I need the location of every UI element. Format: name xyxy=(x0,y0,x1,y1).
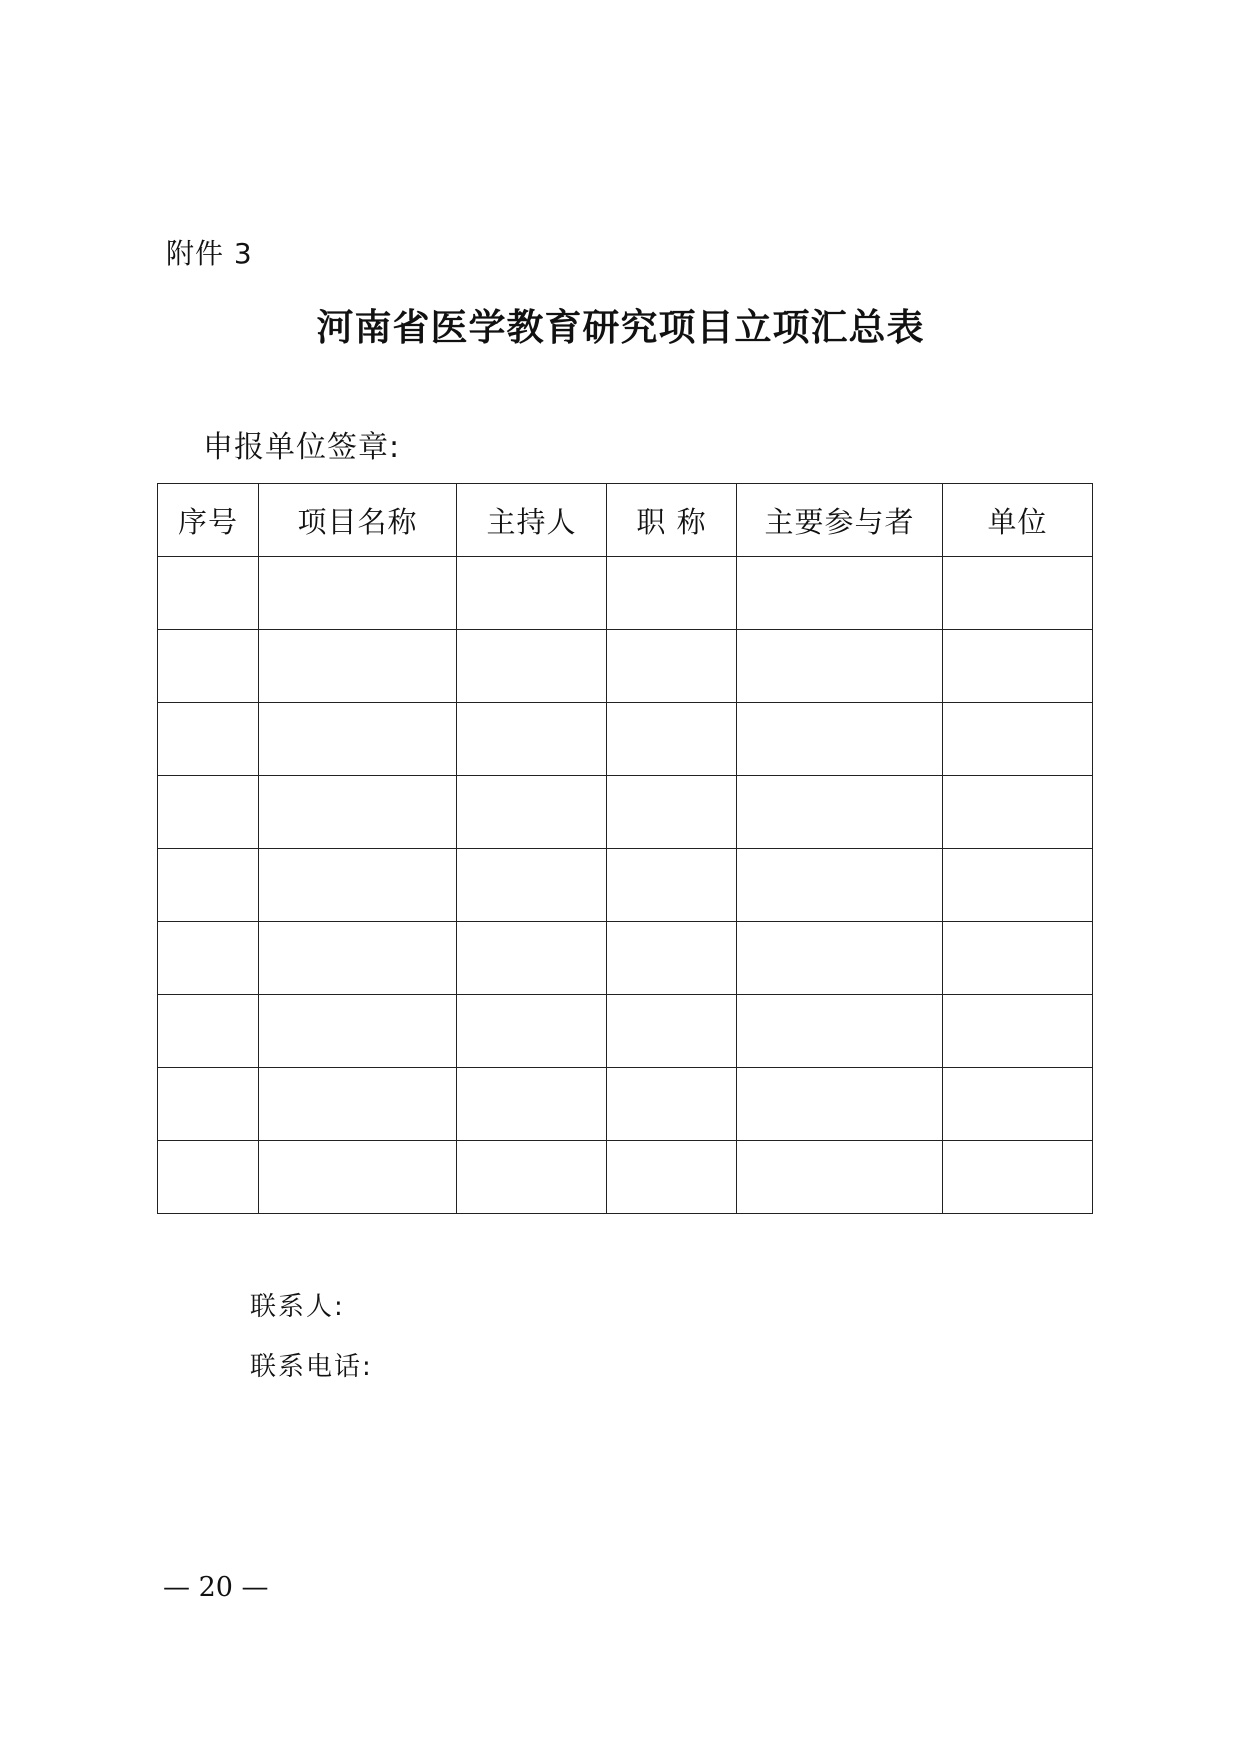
table-cell xyxy=(607,849,737,922)
table-cell xyxy=(259,1068,457,1141)
table-cell xyxy=(457,1068,607,1141)
header-project-name: 项目名称 xyxy=(259,484,457,557)
table-cell xyxy=(457,703,607,776)
table-cell xyxy=(259,630,457,703)
table-header-row xyxy=(158,484,1093,557)
table-cell xyxy=(943,630,1093,703)
table-cell xyxy=(943,1068,1093,1141)
table-cell xyxy=(607,1068,737,1141)
table-row xyxy=(158,557,1093,630)
table-cell xyxy=(737,849,943,922)
table-cell xyxy=(737,776,943,849)
table-cell xyxy=(457,849,607,922)
table-cell xyxy=(457,557,607,630)
table-cell xyxy=(737,557,943,630)
table-cell xyxy=(737,630,943,703)
table-cell xyxy=(943,1141,1093,1214)
table-row xyxy=(158,630,1093,703)
table-cell xyxy=(737,922,943,995)
table-cell xyxy=(737,1141,943,1214)
header-affiliation: 单位 xyxy=(943,484,1093,557)
header-main-participants: 主要参与者 xyxy=(737,484,943,557)
table-cell xyxy=(457,630,607,703)
table-cell xyxy=(607,995,737,1068)
contact-phone-label: 联系电话: xyxy=(250,1352,373,1382)
attachment-label: 附件 3 xyxy=(166,237,253,270)
table-cell xyxy=(607,703,737,776)
table-cell xyxy=(943,995,1093,1068)
table-cell xyxy=(158,922,259,995)
table-row xyxy=(158,922,1093,995)
table-cell xyxy=(259,995,457,1068)
project-summary-table xyxy=(157,483,1093,1214)
table-cell xyxy=(943,557,1093,630)
table-cell xyxy=(737,1068,943,1141)
table-row xyxy=(158,1141,1093,1214)
table-cell xyxy=(943,703,1093,776)
table-cell xyxy=(943,922,1093,995)
table-cell xyxy=(158,630,259,703)
table-cell xyxy=(457,1141,607,1214)
table-cell xyxy=(259,703,457,776)
table-row xyxy=(158,849,1093,922)
table-row xyxy=(158,995,1093,1068)
table-row xyxy=(158,1068,1093,1141)
table-cell xyxy=(259,922,457,995)
table-row xyxy=(158,703,1093,776)
document-title: 河南省医学教育研究项目立项汇总表 xyxy=(316,305,925,349)
table-row xyxy=(158,776,1093,849)
table-cell xyxy=(259,776,457,849)
applicant-seal-label: 申报单位签章: xyxy=(203,430,401,465)
contact-person-label: 联系人: xyxy=(250,1292,345,1322)
header-serial-number: 序号 xyxy=(158,484,259,557)
table-cell xyxy=(158,557,259,630)
table-cell xyxy=(607,630,737,703)
table-cell xyxy=(457,922,607,995)
table-cell xyxy=(259,849,457,922)
table-cell xyxy=(259,557,457,630)
table-cell xyxy=(607,776,737,849)
table-cell xyxy=(607,557,737,630)
table-cell xyxy=(158,703,259,776)
header-professional-title: 职 称 xyxy=(607,484,737,557)
table-cell xyxy=(259,1141,457,1214)
table-cell xyxy=(158,776,259,849)
table-cell xyxy=(457,995,607,1068)
table-cell xyxy=(737,703,943,776)
table-cell xyxy=(158,995,259,1068)
header-project-leader: 主持人 xyxy=(457,484,607,557)
table-cell xyxy=(607,922,737,995)
page-number: — 20 — xyxy=(163,1572,269,1603)
table-cell xyxy=(943,849,1093,922)
table-cell xyxy=(457,776,607,849)
table-cell xyxy=(607,1141,737,1214)
table-cell xyxy=(943,776,1093,849)
table-cell xyxy=(737,995,943,1068)
table-cell xyxy=(158,1068,259,1141)
table-cell xyxy=(158,849,259,922)
table-cell xyxy=(158,1141,259,1214)
